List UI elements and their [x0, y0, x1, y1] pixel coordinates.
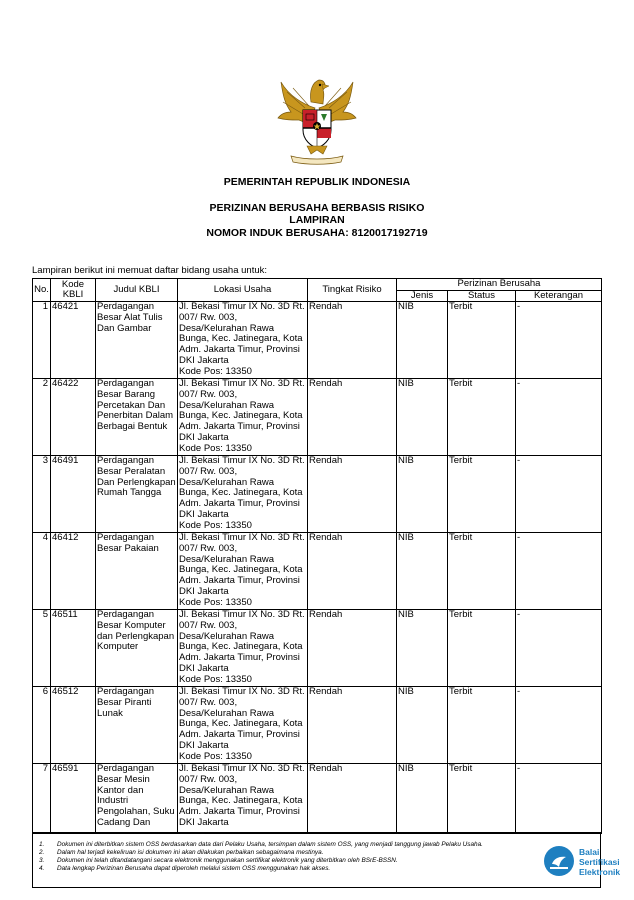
row-jenis-text: NIB: [398, 763, 414, 774]
table-row: [33, 610, 602, 687]
row-lokasi: [178, 610, 308, 687]
row-lokasi-text: Jl. Bekasi Timur IX No. 3D Rt. 007/ Rw. 003, Desa/Kelurahan Rawa Bunga, Kec. Jatinegara, Kota Adm. Jakarta Timur, Provinsi DKI Jakarta: [179, 301, 305, 366]
row-kode-text: 46412: [52, 532, 79, 543]
government-title: PEMERINTAH REPUBLIK INDONESIA: [223, 176, 411, 188]
row-judul-text: Perdagangan Besar Komputer dan Perlengkapan Komputer: [97, 609, 175, 653]
row-lokasi-text: Jl. Bekasi Timur IX No. 3D Rt. 007/ Rw. 003, Desa/Kelurahan Rawa Bunga, Kec. Jatinegara, Kota Adm. Jakarta Timur, Provinsi DKI Jakarta: [179, 763, 305, 828]
row-judul: [96, 764, 178, 834]
document-subtitle: LAMPIRAN: [289, 214, 345, 226]
table-row: [33, 456, 602, 533]
row-kodepos: Kode Pos: 13350: [179, 596, 252, 608]
row-keterangan-text: -: [517, 609, 521, 620]
header-risiko: Tingkat Risiko: [308, 279, 397, 302]
row-keterangan: [516, 302, 602, 379]
row-kodepos: Kode Pos: 13350: [179, 519, 252, 531]
row-no: [33, 764, 51, 834]
row-jenis: [397, 302, 448, 379]
row-jenis-text: NIB: [398, 532, 414, 543]
row-lokasi: [178, 379, 308, 456]
row-judul: [96, 302, 178, 379]
bsre-line2: Sertifikasi: [579, 857, 620, 867]
row-judul-text: Perdagangan Besar Piranti Lunak: [97, 686, 155, 719]
row-kode: [51, 302, 96, 379]
bsre-logo: [543, 845, 623, 879]
row-jenis-text: NIB: [398, 455, 414, 466]
row-status-text: Terbit: [449, 532, 473, 543]
row-no-text: 1: [42, 301, 48, 312]
row-no: [33, 687, 51, 764]
footer-note-text: Data lengkap Perizinan Berusaha dapat diperoleh melalui sistem OSS menggunakan hak akses.: [57, 865, 331, 872]
row-keterangan-text: -: [517, 532, 521, 543]
header-jenis: Jenis: [397, 290, 448, 302]
row-no: [33, 379, 51, 456]
row-risiko-text: Rendah: [309, 763, 343, 774]
row-keterangan-text: -: [517, 686, 521, 697]
table-row: [33, 379, 602, 456]
bsre-icon: [543, 845, 575, 877]
row-jenis: [397, 379, 448, 456]
row-risiko-text: Rendah: [309, 455, 343, 466]
row-judul: [96, 687, 178, 764]
row-jenis-text: NIB: [398, 609, 414, 620]
row-lokasi-text: Jl. Bekasi Timur IX No. 3D Rt. 007/ Rw. 003, Desa/Kelurahan Rawa Bunga, Kec. Jatinegara, Kota Adm. Jakarta Timur, Provinsi DKI Jakarta: [179, 532, 305, 597]
row-lokasi-text: Jl. Bekasi Timur IX No. 3D Rt. 007/ Rw. 003, Desa/Kelurahan Rawa Bunga, Kec. Jatinegara, Kota Adm. Jakarta Timur, Provinsi DKI Jakarta: [179, 686, 305, 751]
row-risiko-text: Rendah: [309, 301, 343, 312]
row-jenis-text: NIB: [398, 686, 414, 697]
row-judul: [96, 610, 178, 687]
row-risiko: [308, 302, 397, 379]
row-kode: [51, 533, 96, 610]
row-status: [448, 456, 516, 533]
row-status: [448, 610, 516, 687]
row-judul: [96, 456, 178, 533]
row-keterangan: [516, 610, 602, 687]
row-kodepos: Kode Pos: 13350: [179, 442, 252, 454]
row-kodepos: Kode Pos: 13350: [179, 750, 252, 762]
row-status: [448, 379, 516, 456]
row-lokasi-text: Jl. Bekasi Timur IX No. 3D Rt. 007/ Rw. 003, Desa/Kelurahan Rawa Bunga, Kec. Jatinegara, Kota Adm. Jakarta Timur, Provinsi DKI Jakarta: [179, 455, 305, 520]
row-kode-text: 46491: [52, 455, 79, 466]
row-status-text: Terbit: [449, 301, 473, 312]
row-jenis: [397, 687, 448, 764]
row-keterangan: [516, 764, 602, 834]
row-status-text: Terbit: [449, 609, 473, 620]
row-lokasi: [178, 456, 308, 533]
row-jenis: [397, 610, 448, 687]
row-risiko: [308, 456, 397, 533]
row-jenis-text: NIB: [398, 378, 414, 389]
row-no-text: 7: [42, 763, 48, 774]
row-status: [448, 302, 516, 379]
row-risiko: [308, 764, 397, 834]
row-risiko-text: Rendah: [309, 532, 343, 543]
header-perizinan: Perizinan Berusaha: [397, 279, 602, 291]
garuda-emblem: [275, 74, 359, 166]
bsre-logo-text: [579, 847, 620, 877]
row-lokasi: [178, 687, 308, 764]
row-no: [33, 533, 51, 610]
row-status-text: Terbit: [449, 378, 473, 389]
document-title: PERIZINAN BERUSAHA BERBASIS RISIKO: [209, 202, 425, 214]
row-kode: [51, 456, 96, 533]
row-status-text: Terbit: [449, 763, 473, 774]
row-no-text: 2: [42, 378, 48, 389]
bsre-line3: Elektronik: [579, 867, 621, 877]
row-no: [33, 610, 51, 687]
footer-note: [39, 865, 537, 873]
row-judul: [96, 379, 178, 456]
row-no-text: 5: [42, 609, 48, 620]
row-keterangan: [516, 533, 602, 610]
row-judul-text: Perdagangan Besar Pakaian: [97, 532, 159, 554]
table-row: [33, 687, 602, 764]
row-kode-text: 46422: [52, 378, 79, 389]
row-keterangan-text: -: [517, 301, 521, 312]
row-kode: [51, 379, 96, 456]
row-kode: [51, 764, 96, 834]
row-risiko-text: Rendah: [309, 686, 343, 697]
table-row: [33, 302, 602, 379]
footer-note-number: 4.: [39, 865, 45, 872]
footer-note-text: Dokumen ini diterbitkan sistem OSS berdasarkan data dari Pelaku Usaha, tersimpan dalam sistem OSS, yang menjadi tanggung jawab Pelaku Usaha.: [57, 841, 483, 848]
header-status: Status: [448, 290, 516, 302]
row-no: [33, 302, 51, 379]
footer-note-text: Dokumen ini telah ditandatangani secara elektronik menggunakan sertifikat elektronik yang diterbitkan oleh BSrE-BSSN.: [57, 857, 398, 864]
row-kode-text: 46511: [52, 609, 78, 620]
nib-number: NOMOR INDUK BERUSAHA: 8120017192719: [206, 227, 428, 239]
table-row: [33, 764, 602, 834]
row-kode: [51, 610, 96, 687]
row-no-text: 4: [42, 532, 48, 543]
footer-note-number: 2.: [39, 849, 45, 856]
row-status: [448, 533, 516, 610]
row-keterangan-text: -: [517, 455, 521, 466]
row-keterangan-text: -: [517, 378, 521, 389]
row-jenis: [397, 533, 448, 610]
row-keterangan: [516, 456, 602, 533]
row-keterangan-text: -: [517, 763, 521, 774]
footer-note: [39, 857, 537, 865]
header-no: No.: [33, 279, 51, 302]
row-kode-text: 46512: [52, 686, 79, 697]
table-row: [33, 533, 602, 610]
row-kode-text: 46421: [52, 301, 79, 312]
bsre-line1: Balai: [579, 847, 600, 857]
footer-note: [39, 849, 537, 857]
row-kode: [51, 687, 96, 764]
row-risiko-text: Rendah: [309, 378, 343, 389]
row-kodepos: Kode Pos: 13350: [179, 673, 252, 685]
row-keterangan: [516, 687, 602, 764]
header-lokasi: Lokasi Usaha: [178, 279, 308, 302]
row-risiko-text: Rendah: [309, 609, 343, 620]
row-risiko: [308, 379, 397, 456]
footer-note-number: 1.: [39, 841, 45, 848]
row-no-text: 6: [42, 686, 48, 697]
row-jenis-text: NIB: [398, 301, 414, 312]
header-kode: Kode KBLI: [51, 279, 96, 302]
row-kodepos: Kode Pos: 13350: [179, 365, 252, 377]
row-kode-text: 46591: [52, 763, 79, 774]
row-status-text: Terbit: [449, 686, 473, 697]
intro-text: Lampiran berikut ini memuat daftar bidang usaha untuk:: [32, 265, 267, 276]
row-judul: [96, 533, 178, 610]
row-lokasi-text: Jl. Bekasi Timur IX No. 3D Rt. 007/ Rw. 003, Desa/Kelurahan Rawa Bunga, Kec. Jatinegara, Kota Adm. Jakarta Timur, Provinsi DKI Jakarta: [179, 378, 305, 443]
row-no-text: 3: [42, 455, 48, 466]
row-jenis: [397, 456, 448, 533]
footer-notes: [32, 832, 621, 888]
footer-note-text: Dalam hal terjadi kekeliruan isi dokumen ini akan dilakukan perbaikan sebagaimana mestinya.: [57, 849, 324, 856]
header-judul: Judul KBLI: [96, 279, 178, 302]
row-lokasi: [178, 533, 308, 610]
row-status: [448, 764, 516, 834]
row-judul-text: Perdagangan Besar Alat Tulis Dan Gambar: [97, 301, 163, 334]
row-jenis: [397, 764, 448, 834]
row-risiko: [308, 610, 397, 687]
header-keterangan: Keterangan: [516, 290, 602, 302]
row-risiko: [308, 533, 397, 610]
row-judul-text: Perdagangan Besar Peralatan Dan Perlengkapan Rumah Tangga: [97, 455, 176, 499]
row-judul-text: Perdagangan Besar Mesin Kantor dan Industri Pengolahan, Suku Cadang Dan: [97, 763, 175, 828]
row-keterangan: [516, 379, 602, 456]
row-no: [33, 456, 51, 533]
footer-note: [39, 841, 537, 849]
footer-note-list: [39, 841, 537, 873]
row-status-text: Terbit: [449, 455, 473, 466]
row-status: [448, 687, 516, 764]
row-lokasi: [178, 302, 308, 379]
row-risiko: [308, 687, 397, 764]
footer-note-number: 3.: [39, 857, 45, 864]
kbli-table: [32, 278, 602, 834]
row-lokasi: [178, 764, 308, 834]
row-judul-text: Perdagangan Besar Barang Percetakan Dan Penerbitan Dalam Berbagai Bentuk: [97, 378, 174, 433]
row-lokasi-text: Jl. Bekasi Timur IX No. 3D Rt. 007/ Rw. 003, Desa/Kelurahan Rawa Bunga, Kec. Jatinegara, Kota Adm. Jakarta Timur, Provinsi DKI Jakarta: [179, 609, 305, 674]
